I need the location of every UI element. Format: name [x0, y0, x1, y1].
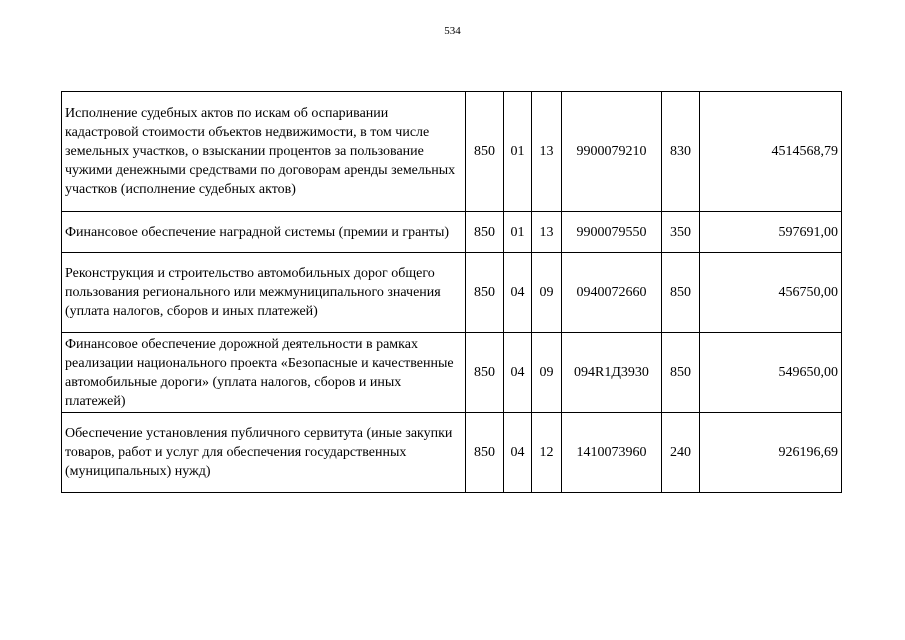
row-grbs-code: 850: [466, 92, 504, 212]
row-expense-type-code: 850: [662, 253, 700, 333]
budget-table: [61, 91, 842, 493]
row-amount: 4514568,79: [700, 92, 842, 212]
row-section-code: 04: [504, 253, 532, 333]
row-description: Реконструкция и строительство автомобильных дорог общего пользования регионального или межмуниципального значения (уплата налогов, сборов и иных платежей): [62, 253, 466, 333]
table-row: [62, 333, 842, 413]
row-grbs-code: 850: [466, 212, 504, 253]
row-grbs-code: 850: [466, 413, 504, 493]
row-subsection-code: 13: [532, 92, 562, 212]
row-grbs-code: 850: [466, 253, 504, 333]
row-section-code: 01: [504, 212, 532, 253]
row-grbs-code: 850: [466, 333, 504, 413]
row-description: Финансовое обеспечение дорожной деятельности в рамках реализации национального проекта «Безопасные и качественные автомобильные дороги» (уплата налогов, сборов и иных платежей): [62, 333, 466, 413]
row-amount: 926196,69: [700, 413, 842, 493]
table-row: [62, 212, 842, 253]
row-target-article-code: 9900079550: [562, 212, 662, 253]
row-subsection-code: 13: [532, 212, 562, 253]
table-row: [62, 413, 842, 493]
table-row: [62, 253, 842, 333]
row-expense-type-code: 350: [662, 212, 700, 253]
page-number: 534: [444, 25, 461, 37]
row-description: Обеспечение установления публичного сервитута (иные закупки товаров, работ и услуг для обеспечения государственных (муниципальных) нужд): [62, 413, 466, 493]
row-subsection-code: 09: [532, 253, 562, 333]
row-amount: 549650,00: [700, 333, 842, 413]
row-amount: 597691,00: [700, 212, 842, 253]
row-expense-type-code: 240: [662, 413, 700, 493]
row-subsection-code: 12: [532, 413, 562, 493]
table-row: [62, 92, 842, 212]
row-description: Исполнение судебных актов по искам об оспаривании кадастровой стоимости объектов недвижимости, в том числе земельных участков, о взыскании процентов за пользование чужими денежными средствами по договорам аренды земельных участков (исполнение судебных актов): [62, 92, 466, 212]
row-amount: 456750,00: [700, 253, 842, 333]
row-target-article-code: 094R1Д3930: [562, 333, 662, 413]
row-description: Финансовое обеспечение наградной системы (премии и гранты): [62, 212, 466, 253]
row-target-article-code: 9900079210: [562, 92, 662, 212]
row-expense-type-code: 850: [662, 333, 700, 413]
row-section-code: 04: [504, 413, 532, 493]
row-target-article-code: 0940072660: [562, 253, 662, 333]
row-target-article-code: 1410073960: [562, 413, 662, 493]
row-subsection-code: 09: [532, 333, 562, 413]
row-section-code: 04: [504, 333, 532, 413]
row-expense-type-code: 830: [662, 92, 700, 212]
row-section-code: 01: [504, 92, 532, 212]
